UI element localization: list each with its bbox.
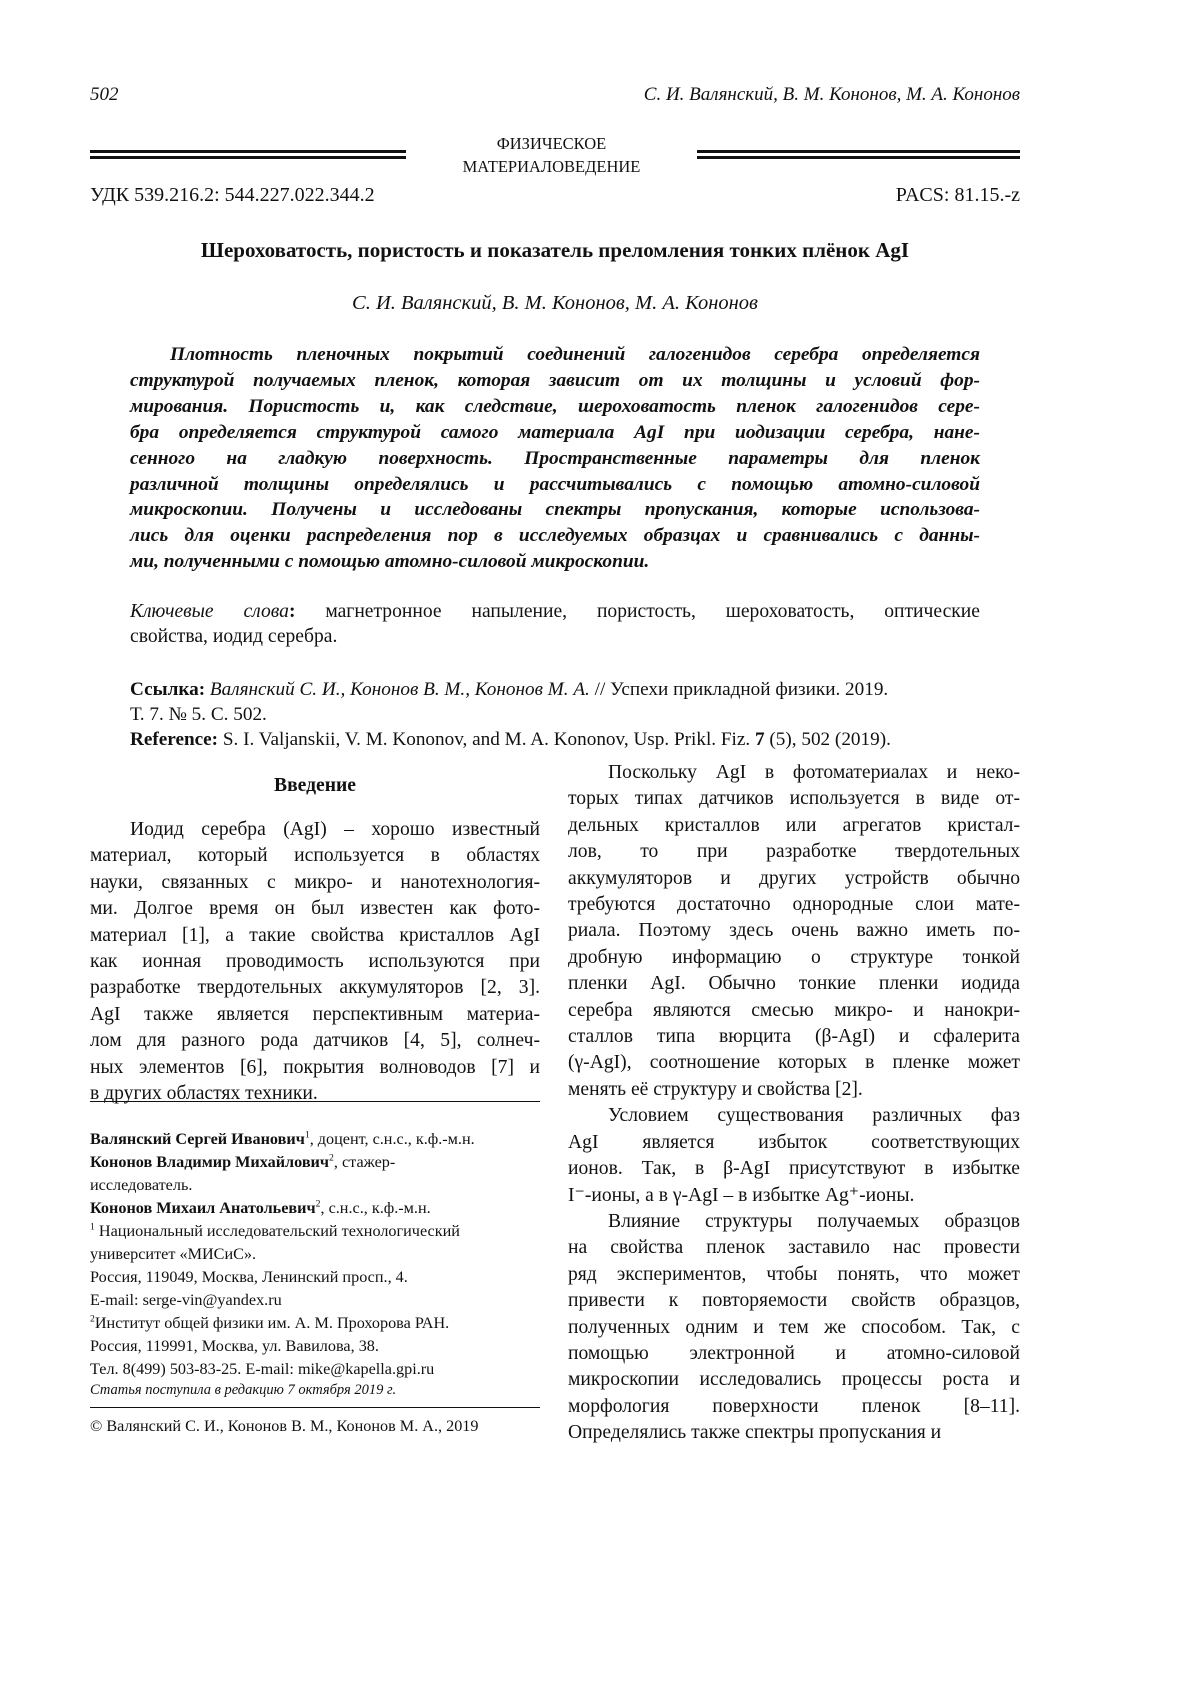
author-2-sup: 2 — [329, 1153, 334, 1164]
footnote-author-2 — [90, 1151, 550, 1174]
text-line: Иодид серебра (AgI) – хорошо известный — [90, 817, 540, 843]
citation-ru — [130, 677, 980, 702]
right-column-text — [568, 760, 1020, 1447]
affiliation-1-sup: 1 — [90, 1222, 95, 1233]
author-3-position: , с.н.с., к.ф.-м.н. — [320, 1199, 430, 1217]
text-line: ми. Долгое время он был известен как фото- — [90, 896, 540, 922]
text-line: бра определяется структурой самого материала AgI при иодизации серебра, нане- — [130, 420, 980, 446]
journal-section — [406, 132, 697, 178]
footnote-author-2-line2: исследователь. — [90, 1174, 550, 1197]
text-line: различной толщины определялись и рассчитывались с помощью атомно-силовой — [130, 472, 980, 498]
affiliation-2-line1: Институт общей физики им. А. М. Прохорова РАН. — [95, 1314, 449, 1332]
affiliation-1-line2: университет «МИСиС». — [90, 1243, 550, 1266]
text-line: лов, то при разработке твердотельных — [568, 839, 1020, 865]
journal-section-line1: ФИЗИЧЕСКОЕ — [406, 132, 697, 155]
text-line: Условием существования различных фаз — [568, 1103, 1020, 1129]
affiliation-2-sup: 2 — [90, 1314, 95, 1325]
author-1-position: , доцент, с.н.с., к.ф.-м.н. — [310, 1130, 475, 1148]
paper-title: Шероховатость, пористость и показатель преломления тонких плёнок AgI — [90, 238, 1020, 263]
citation-ru-authors: Валянский С. И., Кононов В. М., Кононов М. А. — [210, 679, 590, 700]
text-line: Определялись также спектры пропускания и — [568, 1420, 1020, 1446]
author-1-sup: 1 — [305, 1130, 310, 1141]
affiliation-2 — [90, 1312, 550, 1335]
citation-ru-journal: // Успехи прикладной физики. 2019. — [590, 679, 888, 700]
author-2-position: , стажер- — [334, 1153, 395, 1171]
text-line: серебра являются смесью микро- и нанокри- — [568, 998, 1020, 1024]
text-line: ряд экспериментов, чтобы понять, что может — [568, 1262, 1020, 1288]
copyright-rule — [90, 1407, 540, 1408]
keywords — [130, 599, 980, 649]
header-rule-right — [697, 150, 1020, 159]
text-line: риала. Поэтому здесь очень важно иметь по- — [568, 918, 1020, 944]
author-3-name: Кононов Михаил Анатольевич — [90, 1199, 316, 1217]
received-date: Статья поступила в редакцию 7 октября 2019 г. — [90, 1382, 396, 1399]
text-line: разработке твердотельных аккумуляторов [2, 3]. — [90, 975, 540, 1001]
text-line: Плотность пленочных покрытий соединений галогенидов серебра определяется — [130, 342, 980, 368]
author-3-sup: 2 — [316, 1199, 321, 1210]
keywords-label: Ключевые слова — [130, 601, 289, 622]
text-line: Поскольку AgI в фотоматериалах и неко- — [568, 760, 1020, 786]
text-line: полученных одним и тем же способом. Так, с — [568, 1315, 1020, 1341]
text-line: помощью электронной и атомно-силовой — [568, 1341, 1020, 1367]
intro-heading: Введение — [90, 775, 540, 797]
keywords-line2: свойства, иодид серебра. — [130, 624, 980, 649]
text-line: микроскопии исследовались процессы роста и — [568, 1367, 1020, 1393]
footnote-author-1 — [90, 1128, 550, 1151]
left-column-text — [90, 817, 540, 1107]
citation-en-label: Reference: — [130, 729, 218, 750]
citation-en — [130, 727, 980, 752]
text-line: как ионная проводимость используются при — [90, 949, 540, 975]
text-line: ми, полученными с помощью атомно-силовой микроскопии. — [130, 549, 980, 575]
author-2-name: Кононов Владимир Михайлович — [90, 1153, 329, 1171]
text-line: I⁻-ионы, а в γ-AgI – в избытке Ag⁺-ионы. — [568, 1183, 1020, 1209]
header-rule-left — [90, 150, 406, 159]
text-line: (γ-AgI), соотношение которых в пленке может — [568, 1050, 1020, 1076]
text-line: морфология поверхности пленок [8–11]. — [568, 1394, 1020, 1420]
page-number: 502 — [90, 84, 119, 106]
text-line: лись для оценки распределения пор в исследуемых образцах и сравнивались с данны- — [130, 523, 980, 549]
text-line: на свойства пленок заставило нас провести — [568, 1235, 1020, 1261]
text-line: мирования. Пористость и, как следствие, шероховатость пленок галогенидов сере- — [130, 394, 980, 420]
text-line: в других областях техники. — [90, 1081, 540, 1107]
text-line: науки, связанных с микро- и нанотехнология- — [90, 870, 540, 896]
text-line: ных элементов [6], покрытия волноводов [7] и — [90, 1055, 540, 1081]
text-line: микроскопии. Получены и исследованы спектры пропускания, которые использова- — [130, 497, 980, 523]
citation-ru-label: Ссылка: — [130, 679, 205, 700]
footnote-rule — [90, 1101, 540, 1102]
citation-ru-line2: Т. 7. № 5. С. 502. — [130, 702, 980, 727]
text-line: материал, который используется в областях — [90, 843, 540, 869]
text-line: Влияние структуры получаемых образцов — [568, 1209, 1020, 1235]
text-line: AgI является избыток соответствующих — [568, 1130, 1020, 1156]
text-line: привести к повторяемости свойств образцов, — [568, 1288, 1020, 1314]
pacs-code: PACS: 81.15.-z — [896, 184, 1020, 207]
footnote-author-3 — [90, 1197, 550, 1220]
citation — [130, 677, 980, 752]
affiliation-2-contacts[interactable]: Тел. 8(499) 503-83-25. E-mail: mike@kapella.gpi.ru — [90, 1358, 550, 1381]
paper-authors: С. И. Валянский, В. М. Кононов, М. А. Кононов — [90, 292, 1020, 315]
affiliation-1 — [90, 1220, 550, 1243]
abstract — [130, 342, 980, 575]
citation-en-volume: 7 — [755, 729, 765, 750]
text-line: аккумуляторов и других устройств обычно — [568, 866, 1020, 892]
affiliation-1-address: Россия, 119049, Москва, Ленинский просп., 4. — [90, 1266, 550, 1289]
citation-en-text-end: (5), 502 (2019). — [765, 729, 891, 750]
text-line: сенного на гладкую поверхность. Пространственные параметры для пленок — [130, 446, 980, 472]
text-line: лом для разного рода датчиков [4, 5], солнеч- — [90, 1028, 540, 1054]
journal-section-line2: МАТЕРИАЛОВЕДЕНИЕ — [406, 155, 697, 178]
text-line: структурой получаемых пленок, которая зависит от их толщины и условий фор- — [130, 368, 980, 394]
text-line: менять её структуру и свойства [2]. — [568, 1077, 1020, 1103]
keywords-line1 — [130, 599, 980, 624]
running-head: С. И. Валянский, В. М. Кононов, М. А. Кононов — [644, 84, 1020, 106]
text-line: дельных кристаллов или агрегатов кристал- — [568, 813, 1020, 839]
udk-code: УДК 539.216.2: 544.227.022.344.2 — [90, 184, 375, 207]
text-line: материал [1], а такие свойства кристаллов AgI — [90, 923, 540, 949]
affiliation-1-email[interactable]: E-mail: serge-vin@yandex.ru — [90, 1289, 550, 1312]
text-line: сталлов типа вюрцита (β-AgI) и сфалерита — [568, 1024, 1020, 1050]
copyright: © Валянский С. И., Кононов В. М., Кононов М. А., 2019 — [90, 1417, 479, 1436]
citation-en-text: S. I. Valjanskii, V. M. Kononov, and M. A. Kononov, Usp. Prikl. Fiz. — [218, 729, 755, 750]
affiliation-2-address: Россия, 119991, Москва, ул. Вавилова, 38. — [90, 1335, 550, 1358]
text-line: ионов. Так, в β-AgI присутствуют в избытке — [568, 1156, 1020, 1182]
keywords-text: магнетронное напыление, пористость, шероховатость, оптические — [325, 601, 980, 622]
text-line: торых типах датчиков используется в виде от- — [568, 786, 1020, 812]
affiliation-1-line1: Национальный исследовательский технологический — [95, 1222, 460, 1240]
text-line: AgI также является перспективным материа- — [90, 1002, 540, 1028]
text-line: пленки AgI. Обычно тонкие пленки иодида — [568, 971, 1020, 997]
text-line: требуются достаточно однородные слои мате- — [568, 892, 1020, 918]
author-1-name: Валянский Сергей Иванович — [90, 1130, 305, 1148]
text-line: дробную информацию о структуре тонкой — [568, 945, 1020, 971]
keywords-colon: : — [289, 601, 296, 622]
author-footnotes — [90, 1128, 550, 1381]
